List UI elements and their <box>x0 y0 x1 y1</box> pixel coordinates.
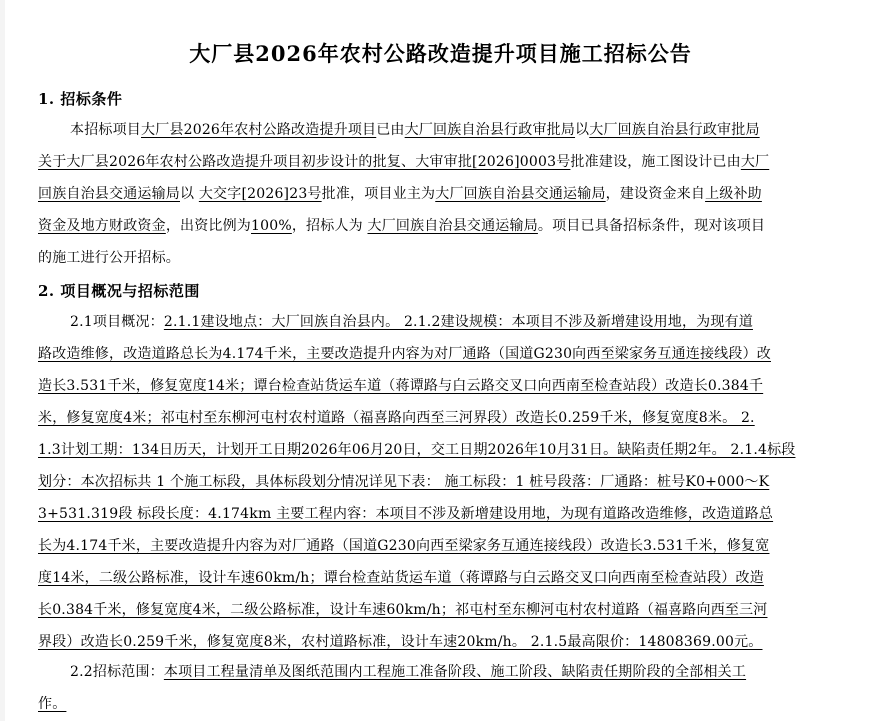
underlined-text: 1.3计划工期：134日历天，计划开工日期2026年06月20日，交工日期2026年10月31日。缺陷责任期2年。 2.1.4标段 <box>38 442 796 458</box>
underlined-text: 大厂县2026年农村公路改造提升项目 <box>141 122 377 138</box>
text-span: 2.2招标范围： <box>70 664 164 680</box>
text-span: ，招标人为 <box>291 218 368 234</box>
paragraph-line <box>38 471 843 491</box>
paragraph-line <box>38 183 843 203</box>
underlined-text: 大厂回族自治县行政审批局 <box>589 122 760 138</box>
text-span: 以 <box>180 186 199 202</box>
paragraph-line <box>38 151 843 171</box>
underlined-text: 100% <box>251 218 292 234</box>
underlined-text: 关于大厂县2026年农村公路改造提升项目初步设计的批复、大审审批[2026]0003号 <box>38 154 571 170</box>
paragraph-line <box>38 599 843 619</box>
page-title: 大厂县2026年农村公路改造提升项目施工招标公告 <box>189 41 692 66</box>
section-heading-tender-conditions: 1. 招标条件 <box>38 90 123 108</box>
underlined-text: 米，修复宽度4米；祁屯村至东柳河屯村农村道路（福喜路向西至三河界段）改造长0.259千米，修复宽度8米。 2. <box>38 410 755 426</box>
paragraph-line <box>38 247 843 267</box>
underlined-text: 长0.384千米，修复宽度4米，二级公路标准，设计车速60km/h；祁屯村至东柳河屯村农村道路（福喜路向西至三河 <box>38 602 768 618</box>
underlined-text: 大厂回族自治县行政审批局 <box>404 122 576 138</box>
text-span: 以 <box>575 122 590 138</box>
text-span: 2.1项目概况： <box>70 314 164 330</box>
paragraph-line <box>38 631 843 651</box>
left-edge-bar <box>0 0 5 721</box>
underlined-text: 回族自治县交通运输局 <box>38 186 180 202</box>
text-span: 。项目已具备招标条件，现对该项目 <box>537 218 766 234</box>
underlined-text: 度14米，二级公路标准，设计车速60km/h；谭台检查站货运车道（蒋谭路与白云路交叉口向西南至检查站段）改造 <box>38 570 764 586</box>
text-span: 的施工进行公开招标。 <box>38 250 180 266</box>
underlined-text: 界段）改造长0.259千米，修复宽度8米，农村道路标准，设计车速20km/h。 2.1.5最高限价：14808369.00元。 <box>38 634 763 650</box>
text-span: ，建设资金来自 <box>605 186 706 202</box>
underlined-text: 资金及地方财政资金 <box>38 218 166 234</box>
underlined-text: 长为4.174千米，主要改造提升内容为对厂通路（国道G230向西至梁家务互通连接线段）改造长3.531千米，修复宽 <box>38 538 770 554</box>
underlined-text: 划分：本次招标共 1 个施工标段，具体标段划分情况详见下表： 施工标段：1 桩号段落：厂通路：桩号K0+000～K <box>38 474 770 490</box>
underlined-text: 大厂回族自治县交通运输局 <box>435 186 606 202</box>
paragraph-line <box>38 375 843 395</box>
paragraph-line <box>38 567 843 587</box>
text-span: 批准，项目业主为 <box>321 186 436 202</box>
underlined-text: 本项目工程量清单及图纸范围内工程施工准备阶段、施工阶段、缺陷责任期阶段的全部相关工 <box>163 664 747 680</box>
text-span: ，出资比例为 <box>165 218 252 234</box>
underlined-text: 3+531.319段 标段长度：4.174km 主要工程内容：本项目不涉及新增建设用地，为现有道路改造维修，改造道路总 <box>38 506 774 522</box>
paragraph-line <box>38 439 843 459</box>
text-span: 本招标项目 <box>70 122 141 138</box>
underlined-text: 上级补助 <box>705 186 762 202</box>
underlined-text: 路改造维修，改造道路总长为4.174千米，主要改造提升内容为对厂通路（国道G230向西至梁家务互通连接线段）改 <box>38 346 771 362</box>
paragraph-line <box>38 343 843 363</box>
underlined-text: 大厂 <box>740 154 770 170</box>
paragraph-line <box>38 215 843 235</box>
underlined-text: 作。 <box>38 696 67 712</box>
paragraph-line <box>38 535 843 555</box>
underlined-text: 2.1.1建设地点：大厂回族自治县内。 2.1.2建设规模：本项目不涉及新增建设用地，为现有道 <box>163 314 753 330</box>
paragraph-line <box>38 693 843 713</box>
paragraph-line <box>70 661 843 681</box>
underlined-text: 大交字[2026]23号 <box>198 186 322 202</box>
underlined-text: 大厂回族自治县交通运输局 <box>367 218 538 234</box>
section-heading-project-overview: 2. 项目概况与招标范围 <box>38 282 200 300</box>
paragraph-line <box>70 311 843 331</box>
paragraph-line <box>70 119 843 139</box>
text-span: 已由 <box>376 122 405 138</box>
paragraph-line <box>38 503 843 523</box>
text-span: 批准建设，施工图设计已由 <box>570 154 741 170</box>
underlined-text: 造长3.531千米，修复宽度14米；谭台检查站货运车道（蒋谭路与白云路交叉口向西南至检查站段）改造长0.384千 <box>38 378 764 394</box>
paragraph-line <box>38 407 843 427</box>
